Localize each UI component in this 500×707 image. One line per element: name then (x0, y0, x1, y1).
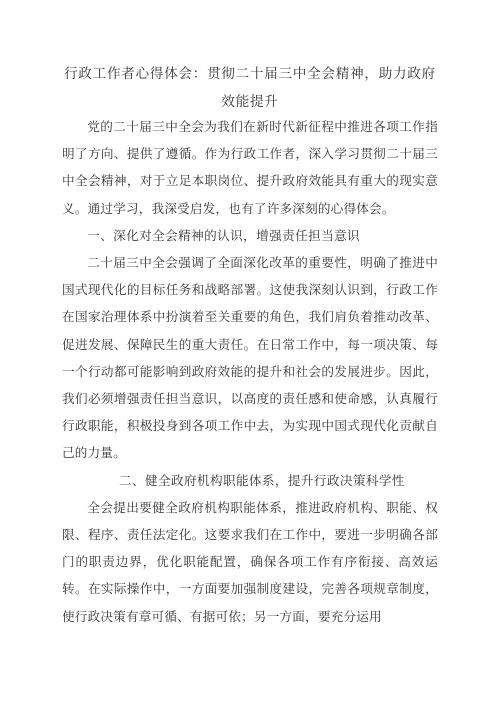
section-1-heading: 一、深化对全会精神的认识，增强责任担当意识 (87, 227, 361, 243)
document-title-line-1: 行政工作者心得体会：贯彻二十届三中全会精神，助力政府 (64, 66, 436, 82)
intro-paragraph: 党的二十届三中全会为我们在新时代新征程中推进各项工作指明了方向、提供了遵循。作为行政工作者，深入学习贯彻二十届三中全会精神，对于立足本职岗位、提升政府效能具有重大的现实意义。通过学习，我深受启发，也有了许多深刻的心得体会。 (62, 119, 438, 216)
section-2-paragraph: 全会提出要健全政府机构职能体系，推进政府机构、职能、权限、程序、责任法定化。这要求我们在工作中，要进一步明确各部门的职责边界，优化职能配置，确保各项工作有序衔接、高效运转。在实际操作中，一方面要加强制度建设，完善各项规章制度，使行政决策有章可循、有据可依；另一方面，要充分运用 (62, 499, 438, 624)
document-title-line-2: 效能提升 (221, 94, 279, 110)
section-1-paragraph: 二十届三中全会强调了全面深化改革的重要性，明确了推进中国式现代化的目标任务和战略部署。这使我深刻认识到，行政工作在国家治理体系中扮演着至关重要的角色，我们肩负着推动改革、促进发展、保障民生的重大责任。在日常工作中，每一项决策、每一个行动都可能影响到政府效能的提升和社会的发展进步。因此，我们必须增强责任担当意识，以高度的责任感和使命感，认真履行行政职能，积极投身到各项工作中去，为实现中国式现代化贡献自己的力量。 (62, 255, 438, 461)
document-body (62, 113, 438, 630)
section-2-heading: 二、健全政府机构职能体系，提升行政决策科学性 (119, 472, 405, 488)
